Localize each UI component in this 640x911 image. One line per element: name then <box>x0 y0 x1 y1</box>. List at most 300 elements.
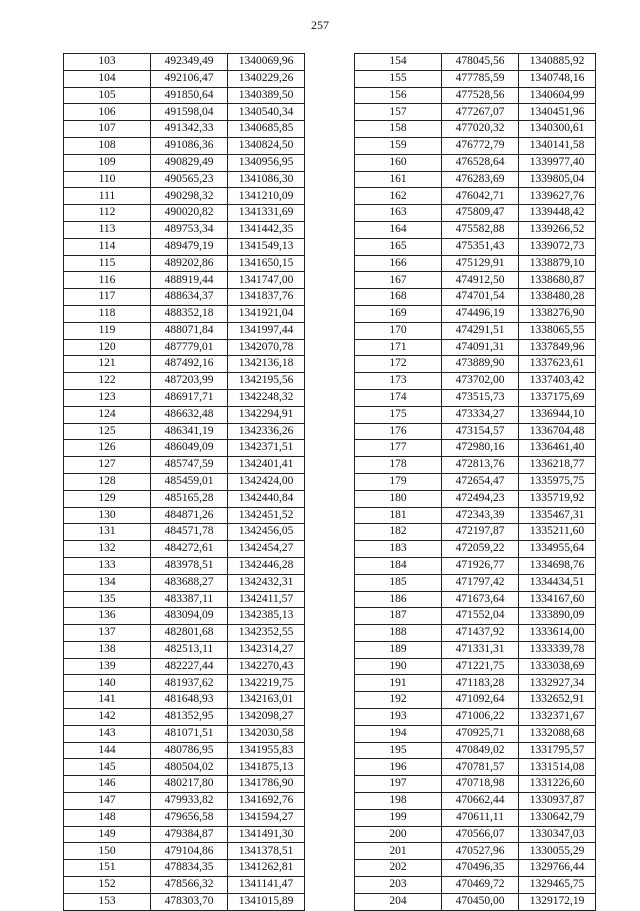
y-coordinate-cell: 1341692,76 <box>228 793 305 810</box>
table-row <box>355 238 596 255</box>
x-coordinate-cell: 470611,11 <box>442 809 519 826</box>
y-coordinate-cell: 1338276,90 <box>519 305 596 322</box>
point-number-cell: 107 <box>64 121 151 138</box>
x-coordinate-cell: 472197,87 <box>442 524 519 541</box>
point-number-cell: 172 <box>355 356 442 373</box>
point-number-cell: 152 <box>64 877 151 894</box>
y-coordinate-cell: 1330055,29 <box>519 843 596 860</box>
table-row <box>355 893 596 910</box>
y-coordinate-cell: 1341015,89 <box>228 893 305 910</box>
y-coordinate-cell: 1341955,83 <box>228 742 305 759</box>
x-coordinate-cell: 481937,62 <box>151 675 228 692</box>
point-number-cell: 204 <box>355 893 442 910</box>
x-coordinate-cell: 481352,95 <box>151 709 228 726</box>
table-row <box>64 843 305 860</box>
y-coordinate-cell: 1340389,50 <box>228 87 305 104</box>
table-row <box>355 759 596 776</box>
y-coordinate-cell: 1342424,00 <box>228 473 305 490</box>
y-coordinate-cell: 1341086,30 <box>228 171 305 188</box>
table-row <box>355 389 596 406</box>
table-row <box>64 507 305 524</box>
y-coordinate-cell: 1333038,69 <box>519 658 596 675</box>
y-coordinate-cell: 1342411,57 <box>228 591 305 608</box>
x-coordinate-cell: 481648,93 <box>151 692 228 709</box>
x-coordinate-cell: 475582,88 <box>442 221 519 238</box>
table-row <box>64 305 305 322</box>
x-coordinate-cell: 475129,91 <box>442 255 519 272</box>
x-coordinate-cell: 477528,56 <box>442 87 519 104</box>
x-coordinate-cell: 472980,16 <box>442 440 519 457</box>
y-coordinate-cell: 1339627,76 <box>519 188 596 205</box>
y-coordinate-cell: 1335211,60 <box>519 524 596 541</box>
x-coordinate-cell: 474496,19 <box>442 305 519 322</box>
y-coordinate-cell: 1342248,32 <box>228 389 305 406</box>
point-number-cell: 103 <box>64 54 151 71</box>
point-number-cell: 174 <box>355 389 442 406</box>
y-coordinate-cell: 1340685,85 <box>228 121 305 138</box>
y-coordinate-cell: 1340824,50 <box>228 137 305 154</box>
x-coordinate-cell: 492106,47 <box>151 70 228 87</box>
point-number-cell: 153 <box>64 893 151 910</box>
table-row <box>64 70 305 87</box>
table-row <box>64 289 305 306</box>
table-row <box>64 473 305 490</box>
y-coordinate-cell: 1341442,35 <box>228 221 305 238</box>
x-coordinate-cell: 479384,87 <box>151 826 228 843</box>
table-row <box>64 541 305 558</box>
y-coordinate-cell: 1332927,34 <box>519 675 596 692</box>
table-row <box>355 591 596 608</box>
table-row <box>64 171 305 188</box>
table-row <box>355 171 596 188</box>
point-number-cell: 158 <box>355 121 442 138</box>
y-coordinate-cell: 1341491,30 <box>228 826 305 843</box>
y-coordinate-cell: 1337403,42 <box>519 373 596 390</box>
table-row <box>355 877 596 894</box>
point-number-cell: 167 <box>355 272 442 289</box>
point-number-cell: 157 <box>355 104 442 121</box>
y-coordinate-cell: 1341921,04 <box>228 305 305 322</box>
x-coordinate-cell: 484272,61 <box>151 541 228 558</box>
x-coordinate-cell: 481071,51 <box>151 725 228 742</box>
point-number-cell: 190 <box>355 658 442 675</box>
point-number-cell: 112 <box>64 205 151 222</box>
table-row <box>355 742 596 759</box>
x-coordinate-cell: 490020,82 <box>151 205 228 222</box>
point-number-cell: 182 <box>355 524 442 541</box>
point-number-cell: 122 <box>64 373 151 390</box>
y-coordinate-cell: 1329465,75 <box>519 877 596 894</box>
table-row <box>355 54 596 71</box>
table-row <box>64 87 305 104</box>
table-row <box>355 793 596 810</box>
table-row <box>355 574 596 591</box>
x-coordinate-cell: 474701,54 <box>442 289 519 306</box>
point-number-cell: 134 <box>64 574 151 591</box>
x-coordinate-cell: 485747,59 <box>151 457 228 474</box>
y-coordinate-cell: 1341210,09 <box>228 188 305 205</box>
x-coordinate-cell: 474291,51 <box>442 322 519 339</box>
y-coordinate-cell: 1338879,10 <box>519 255 596 272</box>
y-coordinate-cell: 1339977,40 <box>519 154 596 171</box>
y-coordinate-cell: 1339072,73 <box>519 238 596 255</box>
point-number-cell: 179 <box>355 473 442 490</box>
y-coordinate-cell: 1329172,19 <box>519 893 596 910</box>
point-number-cell: 147 <box>64 793 151 810</box>
table-row <box>355 87 596 104</box>
x-coordinate-cell: 470469,72 <box>442 877 519 894</box>
x-coordinate-cell: 478566,32 <box>151 877 228 894</box>
table-row <box>64 423 305 440</box>
x-coordinate-cell: 471183,28 <box>442 675 519 692</box>
x-coordinate-cell: 473702,00 <box>442 373 519 390</box>
y-coordinate-cell: 1336218,77 <box>519 457 596 474</box>
y-coordinate-cell: 1342451,52 <box>228 507 305 524</box>
x-coordinate-cell: 477267,07 <box>442 104 519 121</box>
point-number-cell: 193 <box>355 709 442 726</box>
y-coordinate-cell: 1337175,69 <box>519 389 596 406</box>
point-number-cell: 159 <box>355 137 442 154</box>
point-number-cell: 171 <box>355 339 442 356</box>
x-coordinate-cell: 482513,11 <box>151 641 228 658</box>
point-number-cell: 164 <box>355 221 442 238</box>
table-row <box>64 255 305 272</box>
point-number-cell: 120 <box>64 339 151 356</box>
table-row <box>64 826 305 843</box>
table-row <box>64 238 305 255</box>
point-number-cell: 194 <box>355 725 442 742</box>
x-coordinate-cell: 482227,44 <box>151 658 228 675</box>
x-coordinate-cell: 485459,01 <box>151 473 228 490</box>
table-row <box>64 137 305 154</box>
x-coordinate-cell: 484571,78 <box>151 524 228 541</box>
point-number-cell: 199 <box>355 809 442 826</box>
table-row <box>355 154 596 171</box>
point-number-cell: 169 <box>355 305 442 322</box>
y-coordinate-cell: 1340540,34 <box>228 104 305 121</box>
table-row <box>355 507 596 524</box>
table-row <box>64 356 305 373</box>
x-coordinate-cell: 492349,49 <box>151 54 228 71</box>
y-coordinate-cell: 1337849,96 <box>519 339 596 356</box>
point-number-cell: 116 <box>64 272 151 289</box>
y-coordinate-cell: 1341331,69 <box>228 205 305 222</box>
table-row <box>64 440 305 457</box>
y-coordinate-cell: 1341594,27 <box>228 809 305 826</box>
y-coordinate-cell: 1339266,52 <box>519 221 596 238</box>
point-number-cell: 184 <box>355 557 442 574</box>
point-number-cell: 128 <box>64 473 151 490</box>
y-coordinate-cell: 1339805,04 <box>519 171 596 188</box>
table-row <box>64 574 305 591</box>
point-number-cell: 183 <box>355 541 442 558</box>
table-row <box>64 776 305 793</box>
table-row <box>64 793 305 810</box>
point-number-cell: 151 <box>64 860 151 877</box>
x-coordinate-cell: 487492,16 <box>151 356 228 373</box>
table-row <box>64 809 305 826</box>
y-coordinate-cell: 1336704,48 <box>519 423 596 440</box>
x-coordinate-cell: 477785,59 <box>442 70 519 87</box>
table-row <box>64 322 305 339</box>
y-coordinate-cell: 1331795,57 <box>519 742 596 759</box>
point-number-cell: 136 <box>64 608 151 625</box>
table-row <box>64 675 305 692</box>
y-coordinate-cell: 1342098,27 <box>228 709 305 726</box>
table-row <box>355 490 596 507</box>
x-coordinate-cell: 474091,31 <box>442 339 519 356</box>
point-number-cell: 196 <box>355 759 442 776</box>
y-coordinate-cell: 1338065,55 <box>519 322 596 339</box>
point-number-cell: 185 <box>355 574 442 591</box>
table-row <box>355 809 596 826</box>
point-number-cell: 186 <box>355 591 442 608</box>
point-number-cell: 201 <box>355 843 442 860</box>
point-number-cell: 175 <box>355 406 442 423</box>
y-coordinate-cell: 1333339,78 <box>519 641 596 658</box>
point-number-cell: 189 <box>355 641 442 658</box>
table-row <box>355 373 596 390</box>
point-number-cell: 118 <box>64 305 151 322</box>
x-coordinate-cell: 488352,18 <box>151 305 228 322</box>
table-row <box>355 356 596 373</box>
x-coordinate-cell: 471221,75 <box>442 658 519 675</box>
y-coordinate-cell: 1341875,13 <box>228 759 305 776</box>
point-number-cell: 177 <box>355 440 442 457</box>
x-coordinate-cell: 486341,19 <box>151 423 228 440</box>
x-coordinate-cell: 480217,80 <box>151 776 228 793</box>
table-row <box>355 205 596 222</box>
table-row <box>355 692 596 709</box>
x-coordinate-cell: 478303,70 <box>151 893 228 910</box>
x-coordinate-cell: 491086,36 <box>151 137 228 154</box>
x-coordinate-cell: 470566,07 <box>442 826 519 843</box>
table-row <box>64 373 305 390</box>
point-number-cell: 155 <box>355 70 442 87</box>
y-coordinate-cell: 1341378,51 <box>228 843 305 860</box>
table-row <box>355 322 596 339</box>
table-row <box>355 608 596 625</box>
y-coordinate-cell: 1331226,60 <box>519 776 596 793</box>
point-number-cell: 195 <box>355 742 442 759</box>
point-number-cell: 176 <box>355 423 442 440</box>
x-coordinate-cell: 490565,23 <box>151 171 228 188</box>
table-row <box>64 389 305 406</box>
table-row <box>355 121 596 138</box>
y-coordinate-cell: 1340885,92 <box>519 54 596 71</box>
point-number-cell: 173 <box>355 373 442 390</box>
point-number-cell: 160 <box>355 154 442 171</box>
point-number-cell: 105 <box>64 87 151 104</box>
y-coordinate-cell: 1342385,13 <box>228 608 305 625</box>
x-coordinate-cell: 486049,09 <box>151 440 228 457</box>
y-coordinate-cell: 1339448,42 <box>519 205 596 222</box>
table-row <box>64 339 305 356</box>
x-coordinate-cell: 470662,44 <box>442 793 519 810</box>
x-coordinate-cell: 490298,32 <box>151 188 228 205</box>
point-number-cell: 124 <box>64 406 151 423</box>
x-coordinate-cell: 472343,39 <box>442 507 519 524</box>
y-coordinate-cell: 1341837,76 <box>228 289 305 306</box>
table-row <box>355 625 596 642</box>
y-coordinate-cell: 1342219,75 <box>228 675 305 692</box>
table-row <box>355 423 596 440</box>
y-coordinate-cell: 1341262,81 <box>228 860 305 877</box>
y-coordinate-cell: 1340451,96 <box>519 104 596 121</box>
point-number-cell: 110 <box>64 171 151 188</box>
table-row <box>64 104 305 121</box>
table-row <box>64 709 305 726</box>
y-coordinate-cell: 1340748,16 <box>519 70 596 87</box>
table-row <box>64 725 305 742</box>
y-coordinate-cell: 1329766,44 <box>519 860 596 877</box>
y-coordinate-cell: 1331514,08 <box>519 759 596 776</box>
y-coordinate-cell: 1342456,05 <box>228 524 305 541</box>
x-coordinate-cell: 490829,49 <box>151 154 228 171</box>
x-coordinate-cell: 471926,77 <box>442 557 519 574</box>
y-coordinate-cell: 1342454,27 <box>228 541 305 558</box>
y-coordinate-cell: 1341997,44 <box>228 322 305 339</box>
table-row <box>64 591 305 608</box>
x-coordinate-cell: 480504,02 <box>151 759 228 776</box>
y-coordinate-cell: 1341141,47 <box>228 877 305 894</box>
point-number-cell: 121 <box>64 356 151 373</box>
table-row <box>64 457 305 474</box>
x-coordinate-cell: 489753,34 <box>151 221 228 238</box>
table-row <box>355 860 596 877</box>
point-number-cell: 126 <box>64 440 151 457</box>
x-coordinate-cell: 477020,32 <box>442 121 519 138</box>
x-coordinate-cell: 486632,48 <box>151 406 228 423</box>
x-coordinate-cell: 485165,28 <box>151 490 228 507</box>
x-coordinate-cell: 470849,02 <box>442 742 519 759</box>
point-number-cell: 149 <box>64 826 151 843</box>
x-coordinate-cell: 476772,79 <box>442 137 519 154</box>
point-number-cell: 142 <box>64 709 151 726</box>
x-coordinate-cell: 478045,56 <box>442 54 519 71</box>
y-coordinate-cell: 1335467,31 <box>519 507 596 524</box>
point-number-cell: 144 <box>64 742 151 759</box>
table-row <box>64 490 305 507</box>
table-row <box>355 776 596 793</box>
y-coordinate-cell: 1330347,03 <box>519 826 596 843</box>
table-row <box>355 221 596 238</box>
y-coordinate-cell: 1332088,68 <box>519 725 596 742</box>
x-coordinate-cell: 486917,71 <box>151 389 228 406</box>
table-row <box>64 406 305 423</box>
x-coordinate-cell: 483387,11 <box>151 591 228 608</box>
x-coordinate-cell: 472059,22 <box>442 541 519 558</box>
table-row <box>355 305 596 322</box>
point-number-cell: 132 <box>64 541 151 558</box>
y-coordinate-cell: 1342030,58 <box>228 725 305 742</box>
x-coordinate-cell: 471552,04 <box>442 608 519 625</box>
x-coordinate-cell: 483978,51 <box>151 557 228 574</box>
y-coordinate-cell: 1338680,87 <box>519 272 596 289</box>
y-coordinate-cell: 1333614,00 <box>519 625 596 642</box>
table-row <box>355 406 596 423</box>
x-coordinate-cell: 479933,82 <box>151 793 228 810</box>
point-number-cell: 108 <box>64 137 151 154</box>
y-coordinate-cell: 1340956,95 <box>228 154 305 171</box>
y-coordinate-cell: 1342070,78 <box>228 339 305 356</box>
x-coordinate-cell: 471092,64 <box>442 692 519 709</box>
y-coordinate-cell: 1337623,61 <box>519 356 596 373</box>
y-coordinate-cell: 1342136,18 <box>228 356 305 373</box>
point-number-cell: 197 <box>355 776 442 793</box>
y-coordinate-cell: 1338480,28 <box>519 289 596 306</box>
x-coordinate-cell: 470925,71 <box>442 725 519 742</box>
point-number-cell: 133 <box>64 557 151 574</box>
point-number-cell: 146 <box>64 776 151 793</box>
y-coordinate-cell: 1342336,26 <box>228 423 305 440</box>
x-coordinate-cell: 471437,92 <box>442 625 519 642</box>
point-number-cell: 123 <box>64 389 151 406</box>
point-number-cell: 109 <box>64 154 151 171</box>
x-coordinate-cell: 473334,27 <box>442 406 519 423</box>
table-row <box>64 557 305 574</box>
point-number-cell: 114 <box>64 238 151 255</box>
x-coordinate-cell: 476042,71 <box>442 188 519 205</box>
point-number-cell: 180 <box>355 490 442 507</box>
point-number-cell: 161 <box>355 171 442 188</box>
x-coordinate-cell: 489479,19 <box>151 238 228 255</box>
table-row <box>355 725 596 742</box>
table-row <box>355 339 596 356</box>
y-coordinate-cell: 1334955,64 <box>519 541 596 558</box>
y-coordinate-cell: 1342163,01 <box>228 692 305 709</box>
x-coordinate-cell: 473889,90 <box>442 356 519 373</box>
point-number-cell: 200 <box>355 826 442 843</box>
point-number-cell: 168 <box>355 289 442 306</box>
y-coordinate-cell: 1341786,90 <box>228 776 305 793</box>
point-number-cell: 131 <box>64 524 151 541</box>
table-row <box>64 608 305 625</box>
x-coordinate-cell: 482801,68 <box>151 625 228 642</box>
y-coordinate-cell: 1342401,41 <box>228 457 305 474</box>
y-coordinate-cell: 1340141,58 <box>519 137 596 154</box>
table-row <box>355 557 596 574</box>
point-number-cell: 104 <box>64 70 151 87</box>
point-number-cell: 198 <box>355 793 442 810</box>
y-coordinate-cell: 1342314,27 <box>228 641 305 658</box>
table-row <box>355 843 596 860</box>
point-number-cell: 154 <box>355 54 442 71</box>
table-row <box>64 154 305 171</box>
x-coordinate-cell: 488919,44 <box>151 272 228 289</box>
table-row <box>355 255 596 272</box>
x-coordinate-cell: 474912,50 <box>442 272 519 289</box>
y-coordinate-cell: 1341549,13 <box>228 238 305 255</box>
x-coordinate-cell: 472494,23 <box>442 490 519 507</box>
y-coordinate-cell: 1340069,96 <box>228 54 305 71</box>
point-number-cell: 203 <box>355 877 442 894</box>
table-row <box>355 188 596 205</box>
point-number-cell: 188 <box>355 625 442 642</box>
point-number-cell: 191 <box>355 675 442 692</box>
x-coordinate-cell: 470496,35 <box>442 860 519 877</box>
table-row <box>355 272 596 289</box>
table-row <box>355 658 596 675</box>
y-coordinate-cell: 1332652,91 <box>519 692 596 709</box>
y-coordinate-cell: 1341747,00 <box>228 272 305 289</box>
point-number-cell: 150 <box>64 843 151 860</box>
y-coordinate-cell: 1334434,51 <box>519 574 596 591</box>
x-coordinate-cell: 476528,64 <box>442 154 519 171</box>
coordinates-table-left <box>63 53 305 911</box>
table-row <box>64 205 305 222</box>
table-row <box>64 860 305 877</box>
